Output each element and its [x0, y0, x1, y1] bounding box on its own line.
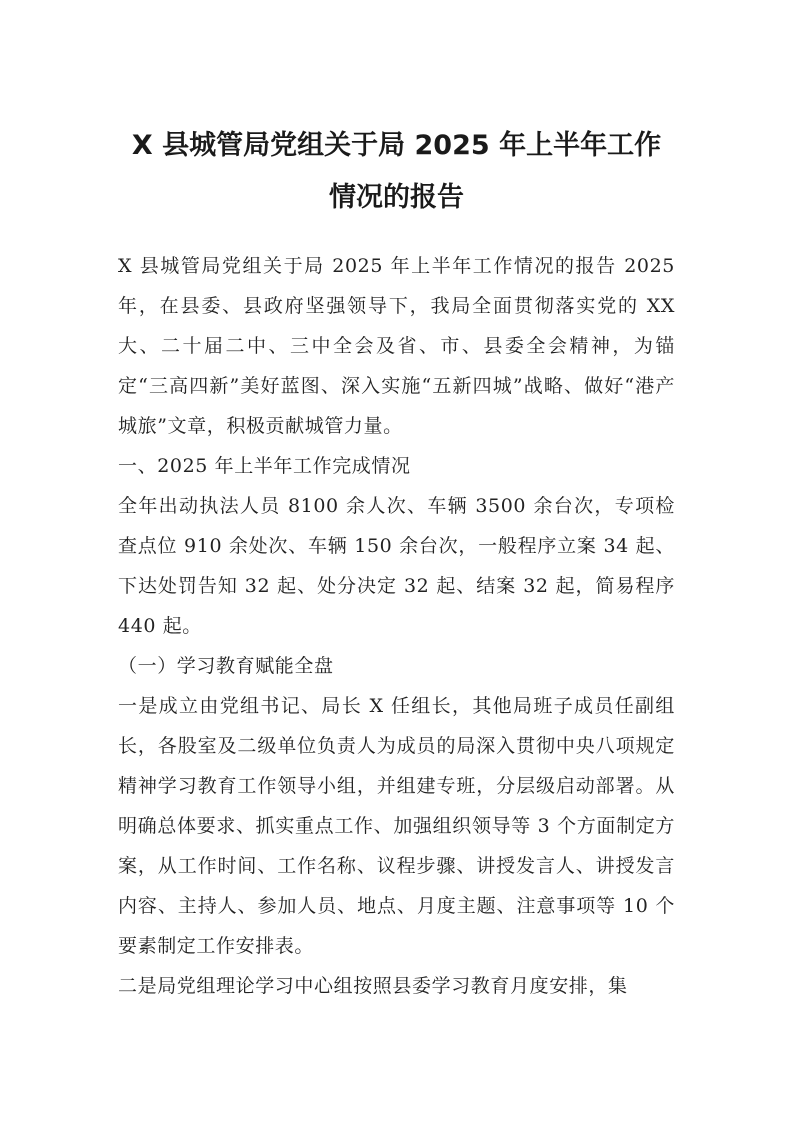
intro-paragraph: X 县城管局党组关于局 2025 年上半年工作情况的报告 2025 年，在县委、县政府坚强领导下，我局全面贯彻落实党的 XX 大、二十届二中、三中全会及省、市、县委全会精神，为锚定“三高四新”美好蓝图、深入实施“五新四城”战略、做好“港产城旅”文章，积极贡献城管力量。 [118, 255, 675, 437]
section-heading-1: 一、2025 年上半年工作完成情况 [118, 455, 411, 477]
document-title [118, 120, 675, 224]
body-paragraph-2: 二是局党组理论学习中心组按照县委学习教育月度安排，集 [118, 975, 628, 997]
document-body [118, 246, 675, 1006]
title-line-1: X 县城管局党组关于局 2025 年上半年工作 [131, 130, 662, 161]
body-paragraph-1: 一是成立由党组书记、局长 X 任组长，其他局班子成员任副组长，各股室及二级单位负责人为成员的局深入贯彻中央八项规定精神学习教育工作领导小组，并组建专班，分层级启动部署。从明确总体要求、抓实重点工作、加强组织领导等 3 个方面制定方案，从工作时间、工作名称、议程步骤、讲授发言人、讲授发言内容、主持人、参加人员、地点、月度主题、注意事项等 10 个要素制定工作安排表。 [118, 695, 675, 957]
summary-paragraph: 全年出动执法人员 8100 余人次、车辆 3500 余台次，专项检查点位 910 余处次、车辆 150 余台次，一般程序立案 34 起、下达处罚告知 32 起、处分决定 32 起、结案 32 起，简易程序 440 起。 [118, 495, 675, 637]
title-line-2: 情况的报告 [329, 182, 464, 213]
subsection-heading-1: （一）学习教育赋能全盘 [118, 655, 334, 677]
